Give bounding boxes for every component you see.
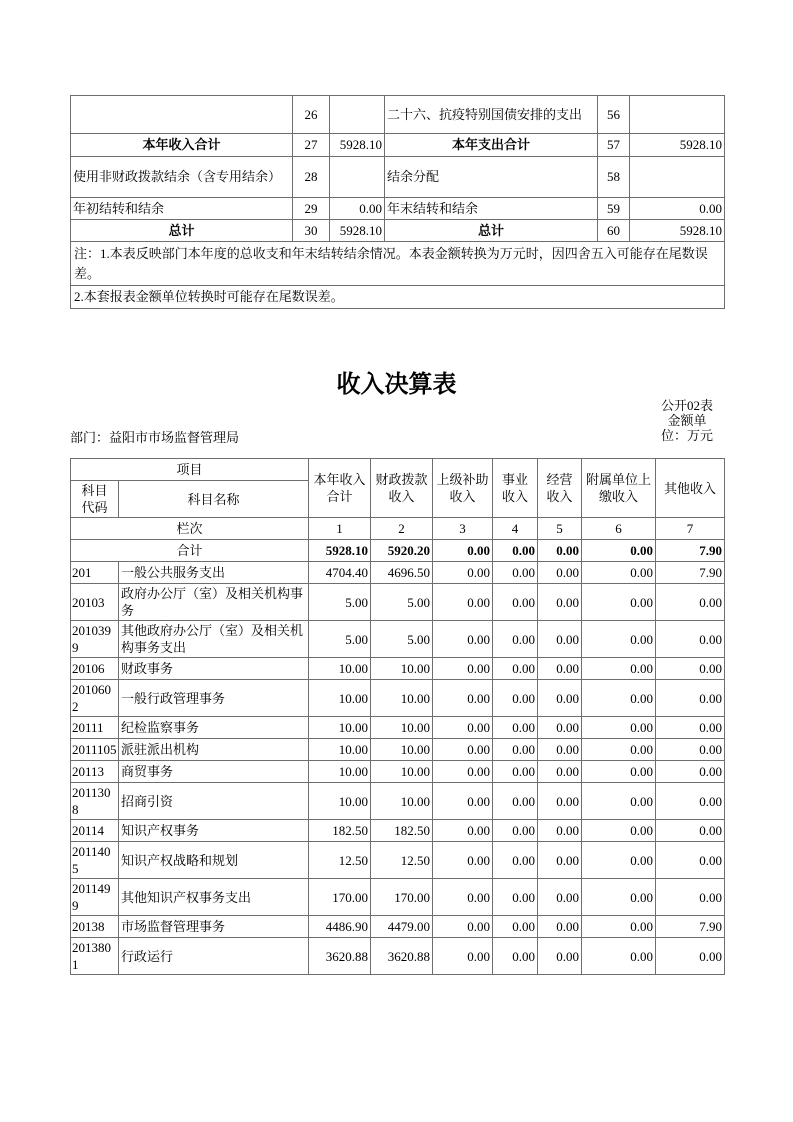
value-cell: 0.00: [582, 680, 656, 717]
income-table: [70, 458, 725, 975]
header-subject-name: 科目名称: [119, 481, 309, 518]
summary-note-row: [71, 242, 725, 286]
value-cell: 0.00: [582, 820, 656, 842]
value-cell: 0.00: [433, 820, 493, 842]
subject-code-cell: 2011105: [71, 739, 119, 761]
summary-row: [71, 198, 725, 220]
summary-table: [70, 95, 725, 309]
value-cell: 170.00: [371, 879, 433, 916]
subject-name-cell: 知识产权事务: [119, 820, 309, 842]
income-data-row: [71, 879, 725, 916]
value-cell: 10.00: [371, 717, 433, 739]
subject-name-cell: 招商引资: [119, 783, 309, 820]
value-cell: 5.00: [371, 621, 433, 658]
value-cell: 10.00: [309, 658, 371, 680]
subject-code-cell: 20103: [71, 584, 119, 621]
income-data-row: [71, 658, 725, 680]
value-cell: 5.00: [371, 584, 433, 621]
summary-left-value: 5928.10: [330, 220, 385, 242]
subject-code-cell: 201: [71, 562, 119, 584]
summary-row-income-total: [71, 134, 725, 157]
header-project: 项目: [71, 459, 309, 481]
subject-name-cell: 一般公共服务支出: [119, 562, 309, 584]
column-number: 3: [433, 518, 493, 540]
subject-name-cell: 派驻派出机构: [119, 739, 309, 761]
value-cell: 0.00: [538, 584, 582, 621]
value-cell: 5.00: [309, 621, 371, 658]
value-cell: 10.00: [309, 739, 371, 761]
income-data-row: [71, 739, 725, 761]
value-cell: 0.00: [582, 783, 656, 820]
value-cell: 0.00: [656, 938, 725, 975]
income-table-body: [71, 540, 725, 975]
column-number: 4: [493, 518, 538, 540]
value-cell: 0.00: [433, 739, 493, 761]
subject-code-cell: 20106: [71, 658, 119, 680]
value-cell: 5.00: [309, 584, 371, 621]
value-cell: 0.00: [582, 879, 656, 916]
income-data-row: [71, 916, 725, 938]
value-cell: 0.00: [582, 717, 656, 739]
value-cell: 10.00: [371, 658, 433, 680]
summary-right-line-no: 60: [598, 220, 630, 242]
summary-right-line-no: 59: [598, 198, 630, 220]
column-number: 6: [582, 518, 656, 540]
value-cell: 4479.00: [371, 916, 433, 938]
subject-code-cell: 2013801: [71, 938, 119, 975]
value-cell: 0.00: [538, 879, 582, 916]
total-value: 5920.20: [371, 540, 433, 562]
unit-note-label: 金额单位：万元: [660, 413, 713, 443]
income-total-label: 合计: [71, 540, 309, 562]
value-cell: 0.00: [493, 842, 538, 879]
column-number: 5: [538, 518, 582, 540]
value-cell: 10.00: [309, 680, 371, 717]
value-cell: 7.90: [656, 562, 725, 584]
summary-right-value: 5928.10: [630, 220, 725, 242]
subject-name-cell: 政府办公厅（室）及相关机构事务: [119, 584, 309, 621]
value-cell: 0.00: [493, 562, 538, 584]
value-cell: 0.00: [538, 916, 582, 938]
summary-right-line-no: 58: [598, 157, 630, 198]
summary-left-label: [71, 96, 293, 134]
value-cell: 0.00: [538, 658, 582, 680]
summary-left-value: [330, 96, 385, 134]
value-cell: 7.90: [656, 916, 725, 938]
income-data-row: [71, 584, 725, 621]
value-cell: 0.00: [433, 783, 493, 820]
value-cell: 0.00: [493, 938, 538, 975]
header-superior-subsidy: 上级补助收入: [433, 459, 493, 518]
value-cell: 12.50: [371, 842, 433, 879]
value-cell: 0.00: [493, 680, 538, 717]
value-cell: 0.00: [493, 621, 538, 658]
value-cell: 0.00: [656, 761, 725, 783]
summary-left-line-no: 30: [293, 220, 330, 242]
summary-right-line-no: 57: [598, 134, 630, 157]
value-cell: 0.00: [656, 783, 725, 820]
subject-name-cell: 知识产权战略和规划: [119, 842, 309, 879]
value-cell: 0.00: [493, 761, 538, 783]
summary-left-value: [330, 157, 385, 198]
summary-left-line-no: 26: [293, 96, 330, 134]
value-cell: 0.00: [538, 842, 582, 879]
value-cell: 4696.50: [371, 562, 433, 584]
header-fiscal-appropriation: 财政拨款收入: [371, 459, 433, 518]
value-cell: 10.00: [309, 717, 371, 739]
subject-code-cell: 20113: [71, 761, 119, 783]
total-value: 5928.10: [309, 540, 371, 562]
value-cell: 0.00: [493, 717, 538, 739]
income-data-row: [71, 783, 725, 820]
value-cell: 10.00: [309, 761, 371, 783]
value-cell: 4486.90: [309, 916, 371, 938]
subject-code-cell: 2011308: [71, 783, 119, 820]
total-value: 0.00: [582, 540, 656, 562]
value-cell: 0.00: [538, 717, 582, 739]
column-number: 7: [656, 518, 725, 540]
summary-right-line-no: 56: [598, 96, 630, 134]
subject-name-cell: 商贸事务: [119, 761, 309, 783]
subject-name-cell: 一般行政管理事务: [119, 680, 309, 717]
value-cell: 0.00: [433, 658, 493, 680]
value-cell: 0.00: [433, 562, 493, 584]
value-cell: 0.00: [582, 621, 656, 658]
lanci-label: 栏次: [71, 518, 309, 540]
subject-name-cell: 财政事务: [119, 658, 309, 680]
value-cell: 10.00: [371, 783, 433, 820]
value-cell: 0.00: [656, 739, 725, 761]
value-cell: 0.00: [538, 621, 582, 658]
income-column-number-row: [71, 518, 725, 540]
value-cell: 0.00: [656, 584, 725, 621]
table-meta: [656, 398, 718, 443]
header-subordinate-remittance: 附属单位上缴收入: [582, 459, 656, 518]
subject-code-cell: 20138: [71, 916, 119, 938]
value-cell: 0.00: [433, 879, 493, 916]
value-cell: 0.00: [493, 820, 538, 842]
subject-code-cell: 20114: [71, 820, 119, 842]
value-cell: 0.00: [656, 820, 725, 842]
summary-left-label: 总计: [71, 220, 293, 242]
subject-code-cell: 2010602: [71, 680, 119, 717]
value-cell: 0.00: [493, 739, 538, 761]
value-cell: 0.00: [433, 621, 493, 658]
income-table-title: 收入决算表: [336, 372, 457, 398]
income-data-row: [71, 938, 725, 975]
value-cell: 0.00: [493, 584, 538, 621]
value-cell: 0.00: [656, 621, 725, 658]
summary-right-value: [630, 157, 725, 198]
value-cell: 0.00: [433, 584, 493, 621]
summary-left-label: 本年收入合计: [71, 134, 293, 157]
subject-code-cell: 2010399: [71, 621, 119, 658]
value-cell: 170.00: [309, 879, 371, 916]
value-cell: 0.00: [582, 584, 656, 621]
subject-code-cell: 2011405: [71, 842, 119, 879]
income-data-row: [71, 761, 725, 783]
total-value: 0.00: [433, 540, 493, 562]
summary-right-label: 总计: [385, 220, 598, 242]
header-total-income: 本年收入合计: [309, 459, 371, 518]
header-subject-code: 科目代码: [71, 481, 119, 518]
subject-name-cell: 其他知识产权事务支出: [119, 879, 309, 916]
summary-note-2: 2.本套报表金额单位转换时可能存在尾数误差。: [71, 286, 725, 309]
value-cell: 0.00: [538, 783, 582, 820]
value-cell: 3620.88: [309, 938, 371, 975]
summary-right-label: 年末结转和结余: [385, 198, 598, 220]
summary-right-label: 二十六、抗疫特别国债安排的支出: [385, 96, 598, 134]
header-business-income: 经营收入: [538, 459, 582, 518]
value-cell: 0.00: [493, 879, 538, 916]
total-value: 0.00: [493, 540, 538, 562]
summary-left-label: 年初结转和结余: [71, 198, 293, 220]
value-cell: 0.00: [582, 562, 656, 584]
value-cell: 0.00: [582, 842, 656, 879]
value-cell: 10.00: [371, 761, 433, 783]
summary-left-line-no: 28: [293, 157, 330, 198]
value-cell: 0.00: [656, 680, 725, 717]
income-data-row: [71, 680, 725, 717]
subject-name-cell: 行政运行: [119, 938, 309, 975]
income-total-row: [71, 540, 725, 562]
value-cell: 0.00: [582, 739, 656, 761]
summary-left-value: 5928.10: [330, 134, 385, 157]
subject-code-cell: 20111: [71, 717, 119, 739]
summary-row-grand-total: [71, 220, 725, 242]
income-data-row: [71, 621, 725, 658]
value-cell: 0.00: [538, 820, 582, 842]
income-data-row: [71, 717, 725, 739]
summary-right-value: 0.00: [630, 198, 725, 220]
summary-note-1: 注：1.本表反映部门本年度的总收支和年末结转结余情况。本表金额转换为万元时，因四舍五入可能存在尾数误差。: [71, 242, 725, 286]
summary-left-value: 0.00: [330, 198, 385, 220]
summary-row: [71, 157, 725, 198]
value-cell: 0.00: [538, 739, 582, 761]
value-cell: 0.00: [433, 938, 493, 975]
value-cell: 0.00: [656, 842, 725, 879]
department-label: 部门：益阳市市场监督管理局: [70, 430, 240, 445]
income-data-row: [71, 842, 725, 879]
summary-left-line-no: 29: [293, 198, 330, 220]
summary-left-label: 使用非财政拨款结余（含专用结余）: [71, 157, 293, 198]
income-data-row: [71, 562, 725, 584]
summary-row: [71, 96, 725, 134]
value-cell: 0.00: [582, 938, 656, 975]
value-cell: 0.00: [582, 658, 656, 680]
value-cell: 0.00: [433, 680, 493, 717]
value-cell: 0.00: [493, 658, 538, 680]
value-cell: 0.00: [433, 916, 493, 938]
summary-right-label: 本年支出合计: [385, 134, 598, 157]
value-cell: 0.00: [538, 761, 582, 783]
total-value: 7.90: [656, 540, 725, 562]
value-cell: 0.00: [433, 842, 493, 879]
value-cell: 0.00: [582, 761, 656, 783]
income-data-row: [71, 820, 725, 842]
value-cell: 0.00: [538, 680, 582, 717]
value-cell: 0.00: [493, 783, 538, 820]
value-cell: 0.00: [538, 938, 582, 975]
income-header-row-1: [71, 459, 725, 481]
summary-note-row: [71, 286, 725, 309]
value-cell: 0.00: [433, 717, 493, 739]
value-cell: 0.00: [656, 717, 725, 739]
subject-name-cell: 纪检监察事务: [119, 717, 309, 739]
value-cell: 182.50: [309, 820, 371, 842]
table-code-label: 公开02表: [660, 398, 713, 413]
value-cell: 3620.88: [371, 938, 433, 975]
subject-name-cell: 市场监督管理事务: [119, 916, 309, 938]
summary-right-value: 5928.10: [630, 134, 725, 157]
total-value: 0.00: [538, 540, 582, 562]
header-other-income: 其他收入: [656, 459, 725, 518]
value-cell: 10.00: [371, 680, 433, 717]
value-cell: 10.00: [309, 783, 371, 820]
column-number: 1: [309, 518, 371, 540]
subject-code-cell: 2011499: [71, 879, 119, 916]
value-cell: 0.00: [656, 879, 725, 916]
value-cell: 182.50: [371, 820, 433, 842]
value-cell: 0.00: [433, 761, 493, 783]
value-cell: 4704.40: [309, 562, 371, 584]
header-operating-income: 事业收入: [493, 459, 538, 518]
column-number: 2: [371, 518, 433, 540]
summary-right-value: [630, 96, 725, 134]
value-cell: 10.00: [371, 739, 433, 761]
value-cell: 0.00: [493, 916, 538, 938]
summary-left-line-no: 27: [293, 134, 330, 157]
value-cell: 0.00: [582, 916, 656, 938]
subject-name-cell: 其他政府办公厅（室）及相关机构事务支出: [119, 621, 309, 658]
value-cell: 0.00: [656, 658, 725, 680]
summary-right-label: 结余分配: [385, 157, 598, 198]
value-cell: 12.50: [309, 842, 371, 879]
value-cell: 0.00: [538, 562, 582, 584]
